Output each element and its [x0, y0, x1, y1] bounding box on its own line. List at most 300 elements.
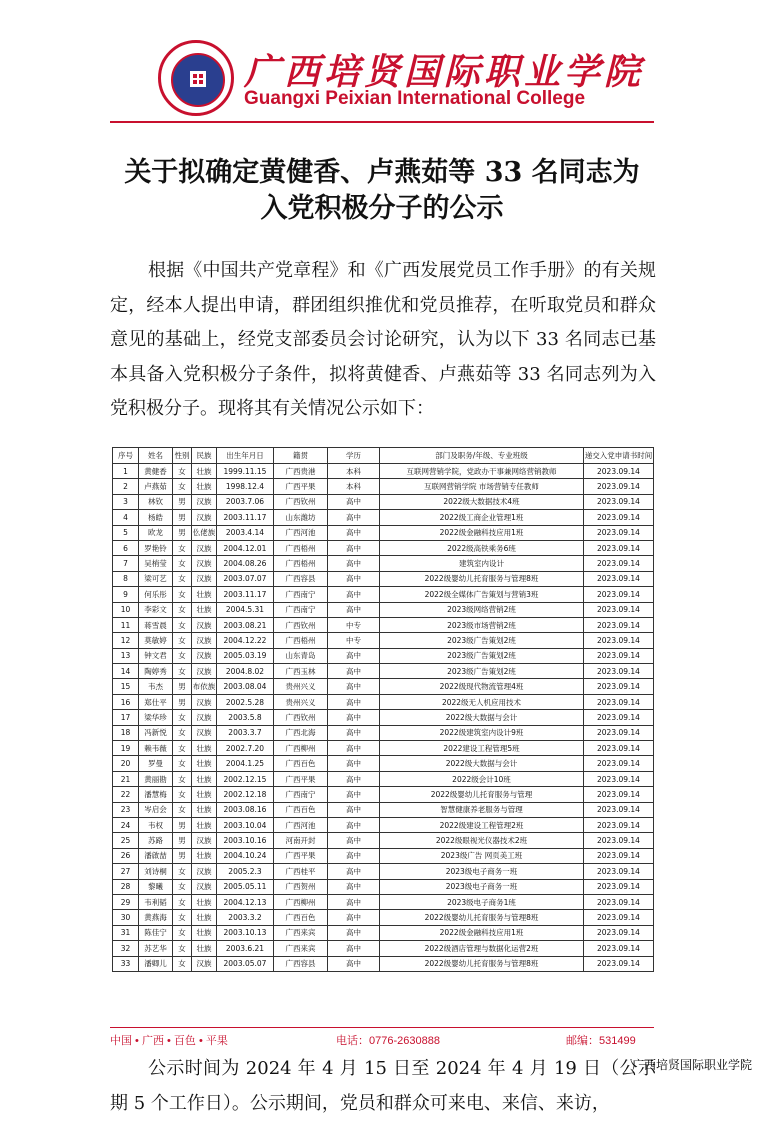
- table-cell: 女: [173, 925, 192, 940]
- table-cell: 24: [113, 817, 139, 832]
- table-cell: 2023级市场营销2班: [380, 617, 584, 632]
- table-cell: 壮族: [192, 802, 217, 817]
- table-cell: 汉族: [192, 648, 217, 663]
- table-cell: 潘慧梅: [139, 787, 173, 802]
- table-cell: 2023.09.14: [584, 802, 654, 817]
- table-cell: 2023级电子商务一班: [380, 879, 584, 894]
- table-cell: 2003.10.04: [217, 817, 274, 832]
- table-row: [113, 464, 654, 479]
- table-cell: 2022级婴幼儿托育服务与管理: [380, 787, 584, 802]
- table-cell: 冯新悦: [139, 725, 173, 740]
- table-cell: 2004.10.24: [217, 848, 274, 863]
- table-row: [113, 617, 654, 632]
- document-title-line1: 关于拟确定黄健香、卢燕茹等 33 名同志为: [124, 157, 640, 188]
- table-cell: 壮族: [192, 602, 217, 617]
- table-cell: 高中: [328, 956, 380, 971]
- table-cell: 高中: [328, 571, 380, 586]
- table-cell: 女: [173, 633, 192, 648]
- building-icon: [190, 71, 206, 87]
- table-cell: 高中: [328, 540, 380, 555]
- table-row: [113, 894, 654, 909]
- table-cell: 女: [173, 664, 192, 679]
- header-divider: [110, 121, 654, 123]
- table-cell: 女: [173, 741, 192, 756]
- table-row: [113, 679, 654, 694]
- table-row: [113, 787, 654, 802]
- table-cell: 广西百色: [274, 802, 328, 817]
- footer-divider: [110, 1027, 654, 1028]
- table-cell: 2002.12.18: [217, 787, 274, 802]
- table-cell: 广西河池: [274, 817, 328, 832]
- table-cell: 2002.5.28: [217, 694, 274, 709]
- table-cell: 10: [113, 602, 139, 617]
- table-cell: 2023级广告 网页美工班: [380, 848, 584, 863]
- table-cell: 女: [173, 956, 192, 971]
- table-cell: 壮族: [192, 464, 217, 479]
- table-cell: 2003.6.21: [217, 941, 274, 956]
- table-cell: 22: [113, 787, 139, 802]
- table-cell: 2023.09.14: [584, 848, 654, 863]
- table-cell: 广西梧州: [274, 556, 328, 571]
- table-cell: 2023.09.14: [584, 941, 654, 956]
- table-cell: 卢燕茹: [139, 479, 173, 494]
- table-cell: 高中: [328, 664, 380, 679]
- table-cell: 潘卿儿: [139, 956, 173, 971]
- table-cell: 广西河池: [274, 525, 328, 540]
- table-header-cell: 性别: [173, 448, 192, 464]
- table-cell: 汉族: [192, 956, 217, 971]
- table-cell: 2004.12.22: [217, 633, 274, 648]
- table-cell: 2023.09.14: [584, 633, 654, 648]
- table-cell: 高中: [328, 710, 380, 725]
- table-cell: 陈佳宁: [139, 925, 173, 940]
- table-cell: 12: [113, 633, 139, 648]
- table-cell: 33: [113, 956, 139, 971]
- table-header-cell: 出生年月日: [217, 448, 274, 464]
- table-cell: 2022级现代物流管理4班: [380, 679, 584, 694]
- table-cell: 2022级酒店管理与数据化运营2班: [380, 941, 584, 956]
- table-cell: 2023.09.14: [584, 833, 654, 848]
- table-cell: 汉族: [192, 633, 217, 648]
- table-cell: 2003.05.07: [217, 956, 274, 971]
- table-row: [113, 602, 654, 617]
- table-cell: 20: [113, 756, 139, 771]
- table-cell: 2003.10.16: [217, 833, 274, 848]
- table-cell: 高中: [328, 879, 380, 894]
- table-cell: 壮族: [192, 756, 217, 771]
- table-header-cell: 民族: [192, 448, 217, 464]
- table-row: [113, 725, 654, 740]
- table-cell: 女: [173, 756, 192, 771]
- table-row: [113, 571, 654, 586]
- school-name-en: Guangxi Peixian International College: [244, 88, 586, 109]
- table-cell: 高中: [328, 587, 380, 602]
- table-cell: 广西北海: [274, 725, 328, 740]
- table-row: [113, 925, 654, 940]
- table-cell: 2022级建筑室内设计9班: [380, 725, 584, 740]
- table-cell: 吴梢莹: [139, 556, 173, 571]
- table-cell: 广西平果: [274, 771, 328, 786]
- table-cell: 中专: [328, 617, 380, 632]
- table-cell: 广西钦州: [274, 494, 328, 509]
- footer-postcode: 邮编：531499: [566, 1035, 636, 1047]
- table-cell: 2023.09.14: [584, 510, 654, 525]
- table-cell: 钟文君: [139, 648, 173, 663]
- table-cell: 2023级广告策划2班: [380, 664, 584, 679]
- table-cell: 3: [113, 494, 139, 509]
- table-cell: 梁华珍: [139, 710, 173, 725]
- table-cell: 女: [173, 464, 192, 479]
- table-cell: 河南开封: [274, 833, 328, 848]
- table-cell: 男: [173, 525, 192, 540]
- table-cell: 广西百色: [274, 756, 328, 771]
- table-cell: 梁可艺: [139, 571, 173, 586]
- table-cell: 高中: [328, 510, 380, 525]
- table-cell: 壮族: [192, 925, 217, 940]
- table-cell: 壮族: [192, 817, 217, 832]
- footer-location: 中国 • 广西 • 百色 • 平果: [110, 1035, 228, 1047]
- table-cell: 汉族: [192, 510, 217, 525]
- table-cell: 1998.12.4: [217, 479, 274, 494]
- table-row: [113, 710, 654, 725]
- table-cell: 2023.09.14: [584, 787, 654, 802]
- table-cell: 高中: [328, 741, 380, 756]
- table-cell: 2023.09.14: [584, 679, 654, 694]
- table-header-cell: 递交入党申请书时间: [584, 448, 654, 464]
- table-cell: 女: [173, 879, 192, 894]
- table-cell: 高中: [328, 833, 380, 848]
- table-cell: 苏路: [139, 833, 173, 848]
- table-cell: 刘诗桐: [139, 864, 173, 879]
- table-row: [113, 525, 654, 540]
- table-cell: 2023.09.14: [584, 602, 654, 617]
- table-cell: 高中: [328, 864, 380, 879]
- footer-phone: 电话：0776-2630888: [336, 1035, 440, 1047]
- table-row: [113, 648, 654, 663]
- table-cell: 2023级网络营销2班: [380, 602, 584, 617]
- table-cell: 广西容县: [274, 956, 328, 971]
- table-cell: 山东青岛: [274, 648, 328, 663]
- table-cell: 19: [113, 741, 139, 756]
- table-cell: 17: [113, 710, 139, 725]
- table-cell: 2022级眼视光仪器技术2班: [380, 833, 584, 848]
- table-row: [113, 479, 654, 494]
- table-cell: 高中: [328, 787, 380, 802]
- table-cell: 2004.12.13: [217, 894, 274, 909]
- table-cell: 何乐彤: [139, 587, 173, 602]
- table-cell: 2023.09.14: [584, 556, 654, 571]
- table-header-cell: 籍贯: [274, 448, 328, 464]
- table-cell: 23: [113, 802, 139, 817]
- table-cell: 2022级大数据与会计: [380, 710, 584, 725]
- table-cell: 广西桂平: [274, 864, 328, 879]
- table-cell: 女: [173, 602, 192, 617]
- intro-paragraph: 根据《中国共产党章程》和《广西发展党员工作手册》的有关规定，经本人提出申请，群团组织推优和党员推荐，在听取党员和群众意见的基础上，经党支部委员会讨论研究，认为以下 33 名同志已基本具备入党积极分子条件，拟将黄健香、卢燕茹等 33 名同志列为入党积极分子。现将其有关情况公示如下：: [110, 260, 656, 419]
- table-cell: 陶婷秀: [139, 664, 173, 679]
- table-cell: 互联网营销学院，党政办干事兼网络营销教师: [380, 464, 584, 479]
- table-cell: 贵州兴义: [274, 694, 328, 709]
- table-cell: 2022级大数据技术4班: [380, 494, 584, 509]
- table-cell: 2023级广告策划2班: [380, 633, 584, 648]
- table-cell: 汉族: [192, 725, 217, 740]
- table-cell: 男: [173, 833, 192, 848]
- table-cell: 2022建设工程管理5班: [380, 741, 584, 756]
- table-cell: 2005.2.3: [217, 864, 274, 879]
- table-cell: 2003.3.7: [217, 725, 274, 740]
- table-row: [113, 756, 654, 771]
- table-cell: 女: [173, 648, 192, 663]
- table-cell: 女: [173, 894, 192, 909]
- table-cell: 汉族: [192, 571, 217, 586]
- table-cell: 广西贺州: [274, 879, 328, 894]
- table-cell: 13: [113, 648, 139, 663]
- table-cell: 2: [113, 479, 139, 494]
- table-cell: 30: [113, 910, 139, 925]
- table-cell: 女: [173, 771, 192, 786]
- table-cell: 广西平果: [274, 848, 328, 863]
- table-cell: 汉族: [192, 494, 217, 509]
- table-cell: 5: [113, 525, 139, 540]
- table-cell: 男: [173, 817, 192, 832]
- school-name-cn: 广西培贤国际职业学院: [244, 51, 645, 93]
- table-cell: 2004.12.01: [217, 540, 274, 555]
- table-cell: 高中: [328, 679, 380, 694]
- table-cell: 男: [173, 848, 192, 863]
- table-cell: 女: [173, 571, 192, 586]
- table-cell: 广西南宁: [274, 602, 328, 617]
- table-cell: 2023.09.14: [584, 664, 654, 679]
- table-cell: 2005.03.19: [217, 648, 274, 663]
- table-cell: 2023.09.14: [584, 479, 654, 494]
- table-cell: 汉族: [192, 694, 217, 709]
- table-cell: 16: [113, 694, 139, 709]
- table-cell: 2003.10.13: [217, 925, 274, 940]
- table-row: [113, 587, 654, 602]
- table-cell: 2003.4.14: [217, 525, 274, 540]
- table-cell: 汉族: [192, 864, 217, 879]
- table-cell: 2022级工商企业管理1班: [380, 510, 584, 525]
- table-cell: 壮族: [192, 479, 217, 494]
- table-cell: 2022级大数据与会计: [380, 756, 584, 771]
- table-cell: 2023.09.14: [584, 648, 654, 663]
- table-cell: 2023.09.14: [584, 617, 654, 632]
- table-cell: 潘啟喆: [139, 848, 173, 863]
- table-cell: 高中: [328, 802, 380, 817]
- table-cell: 莫敏婷: [139, 633, 173, 648]
- table-row: [113, 771, 654, 786]
- table-cell: 2023.09.14: [584, 725, 654, 740]
- table-cell: 广西南宁: [274, 787, 328, 802]
- table-cell: 贵州兴义: [274, 679, 328, 694]
- table-row: [113, 540, 654, 555]
- table-cell: 韦利韬: [139, 894, 173, 909]
- table-cell: 布依族: [192, 679, 217, 694]
- table-cell: 2023.09.14: [584, 587, 654, 602]
- table-cell: 2023.09.14: [584, 741, 654, 756]
- table-cell: 欧龙: [139, 525, 173, 540]
- table-cell: 本科: [328, 479, 380, 494]
- table-cell: 赖韦薇: [139, 741, 173, 756]
- table-cell: 壮族: [192, 771, 217, 786]
- table-cell: 女: [173, 479, 192, 494]
- table-cell: 高中: [328, 817, 380, 832]
- table-cell: 蒋雪晨: [139, 617, 173, 632]
- table-cell: 汉族: [192, 617, 217, 632]
- table-cell: 21: [113, 771, 139, 786]
- table-cell: 高中: [328, 771, 380, 786]
- table-cell: 互联网营销学院 市场营销专任教师: [380, 479, 584, 494]
- table-cell: 高中: [328, 848, 380, 863]
- table-cell: 25: [113, 833, 139, 848]
- table-row: [113, 494, 654, 509]
- table-cell: 韦权: [139, 817, 173, 832]
- table-row: [113, 848, 654, 863]
- table-cell: 2023.09.14: [584, 540, 654, 555]
- table-cell: 壮族: [192, 894, 217, 909]
- table-cell: 2003.11.17: [217, 510, 274, 525]
- table-cell: 14: [113, 664, 139, 679]
- table-cell: 男: [173, 694, 192, 709]
- table-cell: 2023.09.14: [584, 864, 654, 879]
- table-cell: 广西柳州: [274, 741, 328, 756]
- table-cell: 女: [173, 725, 192, 740]
- table-cell: 智慧健康养老服务与管理: [380, 802, 584, 817]
- table-cell: 9: [113, 587, 139, 602]
- table-cell: 建筑室内设计: [380, 556, 584, 571]
- table-cell: 黄丽勘: [139, 771, 173, 786]
- table-cell: 2022级婴幼儿托育服务与管理8班: [380, 910, 584, 925]
- table-row: [113, 941, 654, 956]
- table-cell: 2003.5.8: [217, 710, 274, 725]
- table-cell: 女: [173, 617, 192, 632]
- logo-emblem: [171, 53, 225, 107]
- table-cell: 广西百色: [274, 910, 328, 925]
- table-cell: 高中: [328, 648, 380, 663]
- table-cell: 2023.09.14: [584, 525, 654, 540]
- table-cell: 2022级建设工程管理2班: [380, 817, 584, 832]
- table-cell: 2022级金融科技应用1班: [380, 925, 584, 940]
- table-cell: 高中: [328, 756, 380, 771]
- table-cell: 女: [173, 556, 192, 571]
- document-title-line2: 入党积极分子的公示: [260, 193, 504, 224]
- table-cell: 2023.09.14: [584, 910, 654, 925]
- table-cell: 韦杰: [139, 679, 173, 694]
- table-cell: 广西来宾: [274, 941, 328, 956]
- corner-label: 广西培贤国际职业学院: [631, 1058, 752, 1072]
- table-cell: 2003.11.17: [217, 587, 274, 602]
- table-cell: 2004.8.02: [217, 664, 274, 679]
- table-cell: 1: [113, 464, 139, 479]
- table-cell: 罗艳铃: [139, 540, 173, 555]
- table-cell: 15: [113, 679, 139, 694]
- table-cell: 罗曼: [139, 756, 173, 771]
- table-cell: 汉族: [192, 879, 217, 894]
- table-cell: 2022级会计10班: [380, 771, 584, 786]
- table-cell: 2022级婴幼儿托育服务与管理8班: [380, 571, 584, 586]
- table-cell: 2022级无人机应用技术: [380, 694, 584, 709]
- table-cell: 广西柳州: [274, 894, 328, 909]
- table-cell: 8: [113, 571, 139, 586]
- table-cell: 2004.5.31: [217, 602, 274, 617]
- table-cell: 男: [173, 679, 192, 694]
- table-cell: 汉族: [192, 664, 217, 679]
- table-row: [113, 956, 654, 971]
- table-cell: 壮族: [192, 941, 217, 956]
- table-cell: 29: [113, 894, 139, 909]
- letterhead: [0, 0, 764, 122]
- table-cell: 女: [173, 910, 192, 925]
- table-cell: 2023级电子商务1班: [380, 894, 584, 909]
- table-cell: 2023.09.14: [584, 756, 654, 771]
- table-cell: 中专: [328, 633, 380, 648]
- table-cell: 壮族: [192, 910, 217, 925]
- table-cell: 女: [173, 802, 192, 817]
- table-cell: 2023.09.14: [584, 694, 654, 709]
- table-cell: 广西来宾: [274, 925, 328, 940]
- table-row: [113, 864, 654, 879]
- table-cell: 高中: [328, 556, 380, 571]
- table-cell: 高中: [328, 725, 380, 740]
- table-cell: 7: [113, 556, 139, 571]
- table-cell: 高中: [328, 694, 380, 709]
- table-cell: 2003.3.2: [217, 910, 274, 925]
- table-cell: 广西平果: [274, 479, 328, 494]
- table-cell: 黄燕海: [139, 910, 173, 925]
- table-cell: 2004.1.25: [217, 756, 274, 771]
- table-cell: 2002.12.15: [217, 771, 274, 786]
- table-row: [113, 664, 654, 679]
- table-cell: 11: [113, 617, 139, 632]
- table-body: [113, 464, 654, 972]
- table-cell: 广西钦州: [274, 617, 328, 632]
- table-cell: 高中: [328, 525, 380, 540]
- closing-paragraph: 公示时间为 2024 年 4 月 15 日至 2024 年 4 月 19 日（公示期 5 个工作日）。公示期间，党员和群众可来电、来信、来访，: [110, 1058, 656, 1114]
- table-cell: 广西梧州: [274, 540, 328, 555]
- table-header-cell: 姓名: [139, 448, 173, 464]
- table-cell: 26: [113, 848, 139, 863]
- table-cell: 18: [113, 725, 139, 740]
- table-cell: 2023级广告策划2班: [380, 648, 584, 663]
- table-cell: 31: [113, 925, 139, 940]
- table-cell: 2002.7.20: [217, 741, 274, 756]
- table-cell: 2003.08.21: [217, 617, 274, 632]
- table-cell: 2003.08.16: [217, 802, 274, 817]
- table-cell: 2022级婴幼儿托育服务与管理8班: [380, 956, 584, 971]
- table-cell: 汉族: [192, 556, 217, 571]
- table-cell: 2023.09.14: [584, 464, 654, 479]
- table-cell: 高中: [328, 941, 380, 956]
- table-cell: 壮族: [192, 587, 217, 602]
- table-row: [113, 802, 654, 817]
- table-header-cell: 序号: [113, 448, 139, 464]
- table-cell: 高中: [328, 894, 380, 909]
- table-cell: 林钦: [139, 494, 173, 509]
- table-cell: 黎曦: [139, 879, 173, 894]
- table-cell: 高中: [328, 910, 380, 925]
- table-cell: 高中: [328, 602, 380, 617]
- table-cell: 男: [173, 510, 192, 525]
- table-cell: 2023.09.14: [584, 710, 654, 725]
- table-cell: 2003.07.07: [217, 571, 274, 586]
- table-cell: 2022级高铁乘务6班: [380, 540, 584, 555]
- table-cell: 汉族: [192, 833, 217, 848]
- table-cell: 2023.09.14: [584, 925, 654, 940]
- table-row: [113, 633, 654, 648]
- table-cell: 2003.7.06: [217, 494, 274, 509]
- table-row: [113, 741, 654, 756]
- table-cell: 广西容县: [274, 571, 328, 586]
- table-cell: 广西梧州: [274, 633, 328, 648]
